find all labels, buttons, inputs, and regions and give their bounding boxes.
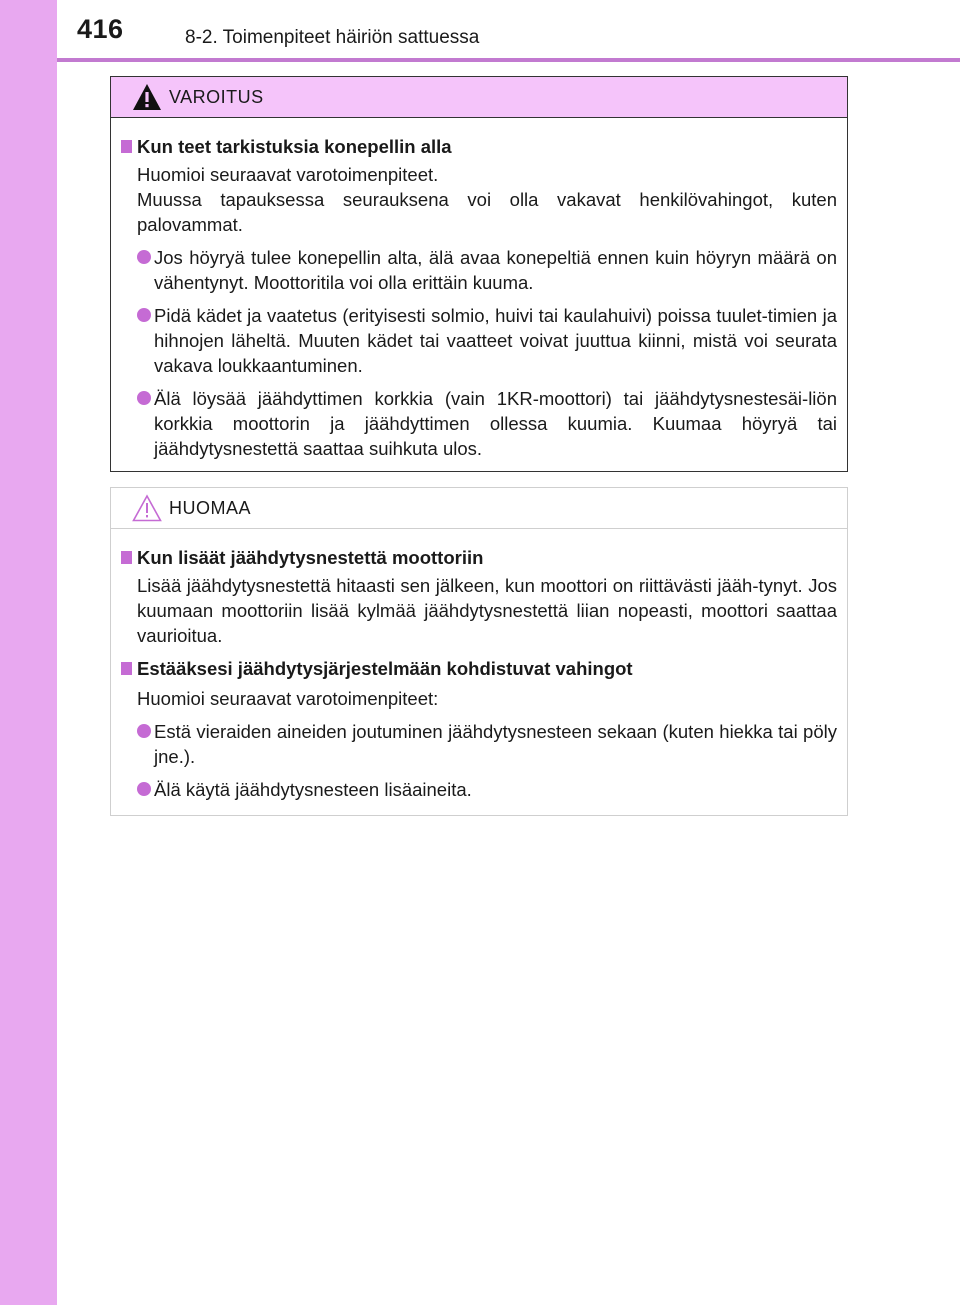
notice-heading-text: Estääksesi jäähdytysjärjestelmään kohdistuvat vahingot <box>137 658 633 679</box>
side-tab-bar <box>0 0 57 1305</box>
circle-bullet-icon <box>137 250 151 264</box>
square-bullet-icon <box>121 662 132 675</box>
notice-bullet <box>121 719 837 769</box>
notice-paragraph: Huomioi seuraavat varotoimenpiteet: <box>137 688 439 709</box>
warning-bullet <box>121 303 837 378</box>
warning-paragraph: Muussa tapauksessa seurauksena voi olla vakavat henkilövahingot, kuten palovammat. <box>137 189 837 235</box>
circle-bullet-icon <box>137 724 151 738</box>
notice-box-body <box>111 529 847 802</box>
caution-outline-triangle-icon <box>132 494 162 522</box>
warning-bullet-text: Pidä kädet ja vaatetus (erityisesti solmio, huivi tai kaulahuivi) poissa tuulet-timien ja hihnojen läheltä. Muuten kädet tai vaatteet voivat juuttua kiinni, mistä voi seurata vakava loukkaantuminen. <box>154 305 837 376</box>
notice-bullet-text: Estä vieraiden aineiden joutuminen jäähdytysnesteen sekaan (kuten hiekka tai pöly jne.). <box>154 721 837 767</box>
warning-bullet <box>121 386 837 461</box>
warning-box-body <box>111 118 847 461</box>
warning-paragraph: Huomioi seuraavat varotoimenpiteet. <box>137 164 439 185</box>
warning-heading <box>121 134 837 160</box>
warning-bullet <box>121 245 837 295</box>
page-header <box>57 0 960 58</box>
warning-box <box>110 76 848 472</box>
warning-heading-text: Kun teet tarkistuksia konepellin alla <box>137 136 452 157</box>
header-divider <box>57 58 960 62</box>
notice-box <box>110 487 848 816</box>
section-title: 8-2. Toimenpiteet häiriön sattuessa <box>185 27 480 48</box>
notice-heading-text: Kun lisäät jäähdytysnestettä moottoriin <box>137 547 484 568</box>
warning-bullet-text: Jos höyryä tulee konepellin alta, älä avaa konepeltiä ennen kuin höyryn määrä on vähentynyt. Moottoritila voi olla erittäin kuuma. <box>154 247 837 293</box>
square-bullet-icon <box>121 551 132 564</box>
warning-box-header <box>111 77 847 118</box>
square-bullet-icon <box>121 140 132 153</box>
notice-bullet <box>121 777 837 802</box>
notice-heading <box>121 545 837 571</box>
notice-paragraph: Lisää jäähdytysnestettä hitaasti sen jälkeen, kun moottori on riittävästi jääh-tynyt. Jos kuumaan moottoriin lisää kylmää jäähdytysnestettä liian nopeasti, moottori saattaa vaurioitua. <box>137 575 837 646</box>
notice-box-header <box>111 488 847 529</box>
warning-title: VAROITUS <box>169 87 264 107</box>
notice-bullet-text: Älä käytä jäähdytysnesteen lisäaineita. <box>154 779 472 800</box>
warning-bullet-text: Älä löysää jäähdyttimen korkkia (vain 1KR-moottori) tai jäähdytysnestesäi-liön korkkia moottorin ja jäähdyttimen ollessa kuumia. Kuumaa höyryä tai jäähdytysnestettä saattaa suihkuta ulos. <box>154 388 837 459</box>
notice-heading <box>121 656 837 682</box>
page-number: 416 <box>77 14 124 44</box>
warning-triangle-icon <box>132 83 162 111</box>
circle-bullet-icon <box>137 308 151 322</box>
circle-bullet-icon <box>137 782 151 796</box>
notice-title: HUOMAA <box>169 498 252 518</box>
circle-bullet-icon <box>137 391 151 405</box>
